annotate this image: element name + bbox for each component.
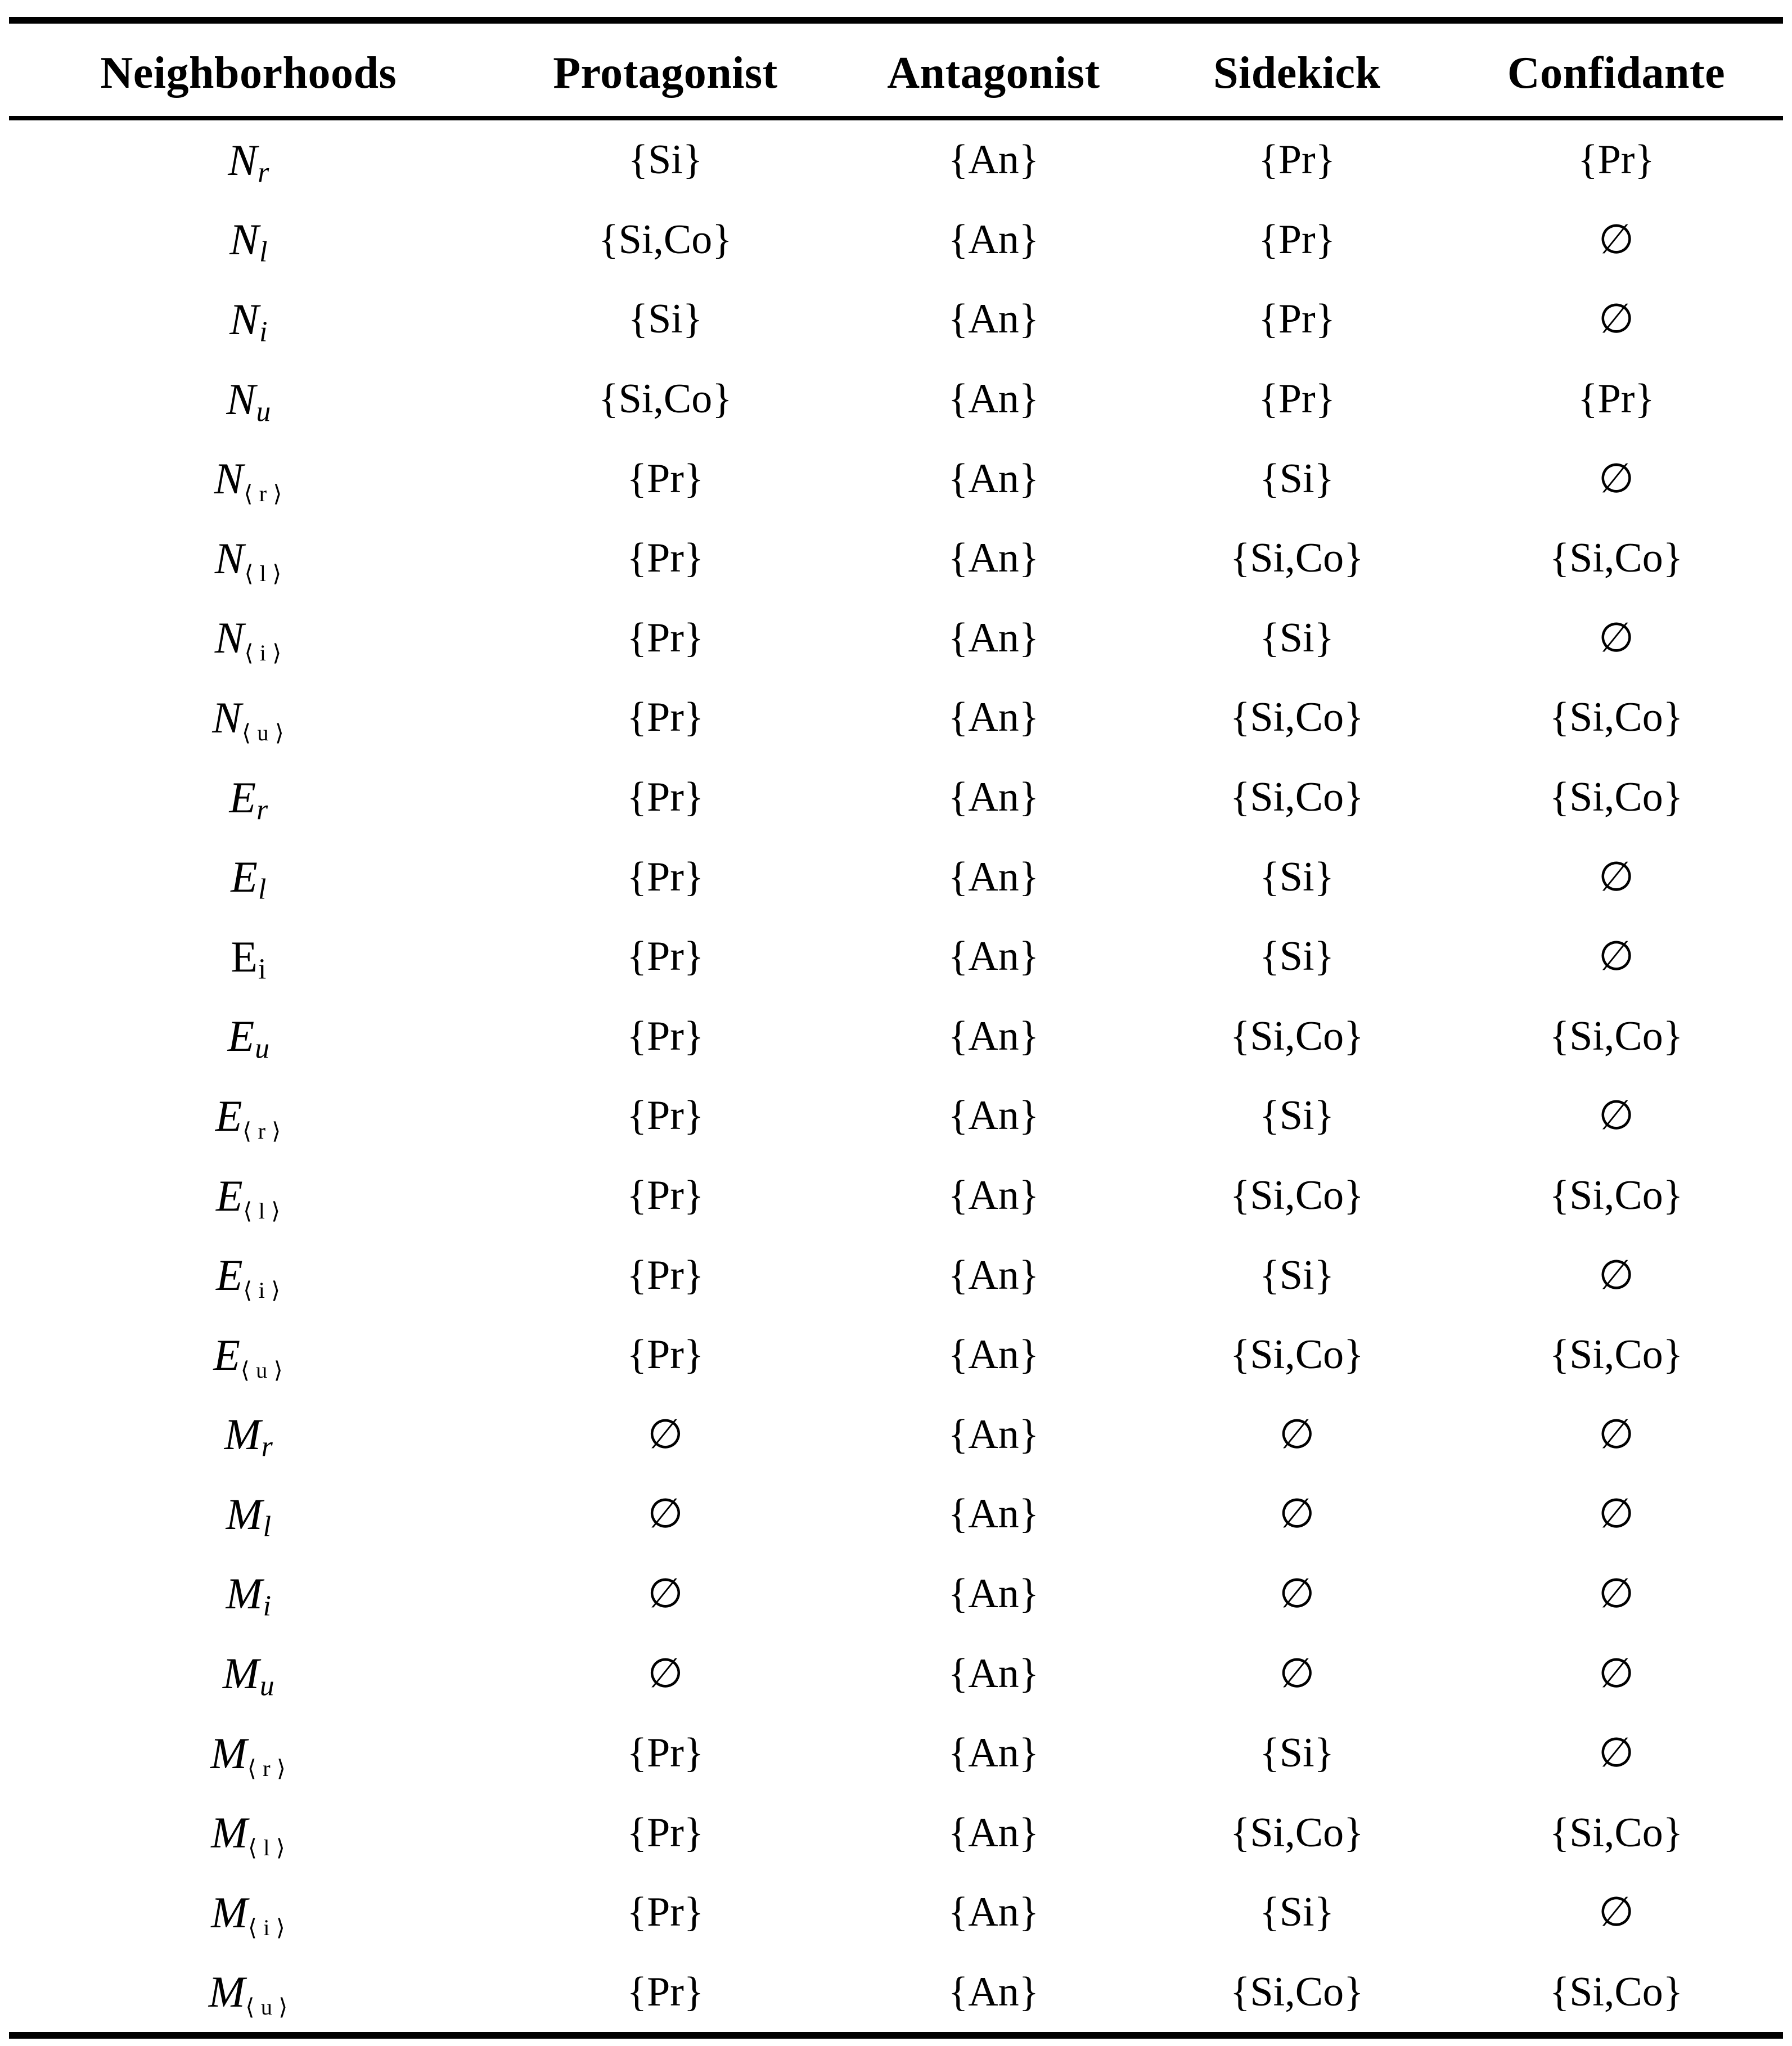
cell xyxy=(1145,439,1449,519)
column-header-confidante: Confidante xyxy=(1449,20,1783,118)
role-set-value: {Si,Co} xyxy=(1230,1809,1364,1856)
role-set-value: {Si,Co} xyxy=(1230,1332,1364,1378)
cell xyxy=(1449,997,1783,1077)
cell xyxy=(1145,997,1449,1077)
table-body xyxy=(9,118,1783,2035)
cell xyxy=(843,917,1144,997)
empty-set-symbol: ∅ xyxy=(1279,1570,1315,1617)
role-set-value: {Pr} xyxy=(627,1332,704,1378)
empty-set-symbol: ∅ xyxy=(1598,215,1635,263)
table-header xyxy=(9,20,1783,118)
cell xyxy=(488,439,843,519)
cell xyxy=(488,280,843,359)
table-row xyxy=(9,1474,1783,1554)
table-row xyxy=(9,1714,1783,1793)
role-set-value: {An} xyxy=(948,137,1039,183)
role-set-value: {Si} xyxy=(1259,1730,1335,1777)
role-set-value: {Pr} xyxy=(627,853,704,900)
column-header-antagonist: Antagonist xyxy=(843,20,1144,118)
row-label xyxy=(9,837,488,917)
role-set-value: {An} xyxy=(948,216,1039,263)
row-label-base: E xyxy=(213,1330,241,1379)
role-set-value: {Pr} xyxy=(627,1092,704,1139)
column-header-protagonist: Protagonist xyxy=(488,20,843,118)
role-set-value: {Si,Co} xyxy=(1549,1013,1683,1059)
role-set-value: {An} xyxy=(948,455,1039,502)
row-label-base: M xyxy=(208,1967,245,2017)
cell xyxy=(488,1714,843,1793)
row-label-base: N xyxy=(214,454,244,503)
cell xyxy=(488,1953,843,2036)
role-set-value: {Si,Co} xyxy=(1549,774,1683,821)
row-label-subscript: u xyxy=(255,1032,269,1065)
role-set-value: {Pr} xyxy=(627,1889,704,1936)
cell xyxy=(488,1634,843,1714)
row-label-subscript: u xyxy=(259,1670,274,1702)
table-row xyxy=(9,599,1783,678)
cell xyxy=(1145,837,1449,917)
table-row xyxy=(9,1156,1783,1236)
row-label-subscript: ⟨ r ⟩ xyxy=(242,1118,282,1144)
role-set-value: {An} xyxy=(948,376,1039,422)
row-label-subscript: l xyxy=(263,1510,271,1543)
cell xyxy=(1145,1793,1449,1873)
cell xyxy=(1145,758,1449,838)
role-set-value: {Si} xyxy=(1259,1252,1335,1298)
cell xyxy=(843,678,1144,758)
row-label-subscript: r xyxy=(261,1431,273,1463)
row-label xyxy=(9,1634,488,1714)
cell xyxy=(843,758,1144,838)
row-label-subscript: i xyxy=(263,1590,271,1622)
cell xyxy=(1449,519,1783,599)
cell xyxy=(488,1395,843,1475)
cell xyxy=(488,599,843,678)
cell xyxy=(488,678,843,758)
role-set-value: {Pr} xyxy=(627,614,704,661)
role-set-value: {Pr} xyxy=(627,455,704,502)
cell xyxy=(1449,1235,1783,1315)
cell xyxy=(843,519,1144,599)
row-label-base: N xyxy=(229,294,259,344)
role-set-value: {An} xyxy=(948,1968,1039,2015)
role-set-value: {Pr} xyxy=(627,1252,704,1298)
cell xyxy=(843,200,1144,280)
table-row xyxy=(9,997,1783,1077)
cell xyxy=(1145,280,1449,359)
row-label-subscript: ⟨ u ⟩ xyxy=(240,1357,284,1383)
empty-set-symbol: ∅ xyxy=(1598,455,1635,502)
table-row xyxy=(9,359,1783,439)
row-label xyxy=(9,1315,488,1395)
cell xyxy=(1449,1315,1783,1395)
neighborhood-roles-table xyxy=(9,17,1783,2039)
cell xyxy=(1145,1076,1449,1156)
empty-set-symbol: ∅ xyxy=(1598,1490,1635,1538)
row-label xyxy=(9,280,488,359)
cell xyxy=(488,1793,843,1873)
row-label-base: M xyxy=(210,1728,247,1778)
cell xyxy=(1145,599,1449,678)
cell xyxy=(843,1395,1144,1475)
role-set-value: {An} xyxy=(948,1013,1039,1059)
row-label-base: E xyxy=(215,1091,242,1140)
cell xyxy=(488,917,843,997)
role-set-value: {An} xyxy=(948,535,1039,582)
row-label xyxy=(9,1156,488,1236)
table-row xyxy=(9,1953,1783,2036)
row-label xyxy=(9,678,488,758)
row-label-subscript: u xyxy=(256,395,271,428)
cell xyxy=(1145,1235,1449,1315)
role-set-value: {An} xyxy=(948,694,1039,741)
table-row xyxy=(9,200,1783,280)
row-label xyxy=(9,758,488,838)
role-set-value: {Pr} xyxy=(1578,137,1655,183)
cell xyxy=(1449,758,1783,838)
row-label-subscript: r xyxy=(258,156,269,189)
empty-set-symbol: ∅ xyxy=(1598,933,1635,981)
table-row xyxy=(9,1395,1783,1475)
role-set-value: {An} xyxy=(948,1570,1039,1617)
role-set-value: {Pr} xyxy=(627,1968,704,2015)
cell xyxy=(843,1714,1144,1793)
table-row xyxy=(9,1315,1783,1395)
role-set-value: {Pr} xyxy=(627,774,704,821)
row-label xyxy=(9,599,488,678)
table-row xyxy=(9,118,1783,200)
cell xyxy=(1449,837,1783,917)
table-row xyxy=(9,1554,1783,1634)
cell xyxy=(488,1554,843,1634)
cell xyxy=(488,1873,843,1953)
cell xyxy=(1449,1076,1783,1156)
empty-set-symbol: ∅ xyxy=(1598,853,1635,901)
row-label-base: E xyxy=(229,772,256,822)
empty-set-symbol: ∅ xyxy=(647,1490,683,1538)
role-set-value: {Si} xyxy=(1259,1092,1335,1139)
row-label-base: N xyxy=(228,135,258,185)
table-row xyxy=(9,280,1783,359)
role-set-value: {Si,Co} xyxy=(1549,1172,1683,1219)
row-label-base: N xyxy=(229,215,259,264)
row-label xyxy=(9,1474,488,1554)
cell xyxy=(843,1634,1144,1714)
role-set-value: {An} xyxy=(948,1332,1039,1378)
cell xyxy=(1145,1156,1449,1236)
cell xyxy=(1145,1554,1449,1634)
cell xyxy=(843,359,1144,439)
row-label-base: N xyxy=(212,693,242,742)
role-set-value: {Pr} xyxy=(1578,376,1655,422)
role-set-value: {Pr} xyxy=(627,1013,704,1059)
cell xyxy=(1449,1714,1783,1793)
cell xyxy=(488,359,843,439)
table-row xyxy=(9,758,1783,838)
row-label-base: M xyxy=(222,1649,259,1698)
role-set-value: {Si,Co} xyxy=(1230,1013,1364,1059)
row-label-base: E xyxy=(231,932,258,981)
cell xyxy=(1145,1953,1449,2036)
empty-set-symbol: ∅ xyxy=(1598,1251,1635,1299)
cell xyxy=(1145,519,1449,599)
role-set-value: {An} xyxy=(948,1092,1039,1139)
row-label xyxy=(9,1714,488,1793)
cell xyxy=(488,200,843,280)
cell xyxy=(1449,1395,1783,1475)
cell xyxy=(1145,917,1449,997)
role-set-value: {Si,Co} xyxy=(1549,694,1683,741)
cell xyxy=(843,1474,1144,1554)
role-set-value: {An} xyxy=(948,1889,1039,1936)
row-label xyxy=(9,1554,488,1634)
role-set-value: {Pr} xyxy=(1258,137,1336,183)
role-set-value: {An} xyxy=(948,774,1039,821)
row-label-subscript: ⟨ u ⟩ xyxy=(245,1994,289,2020)
cell xyxy=(843,1554,1144,1634)
table-row xyxy=(9,1873,1783,1953)
row-label-subscript: ⟨ l ⟩ xyxy=(244,560,282,586)
cell xyxy=(1449,1474,1783,1554)
role-set-value: {Si,Co} xyxy=(1549,1809,1683,1856)
role-set-value: {Pr} xyxy=(627,933,704,980)
cell xyxy=(1449,599,1783,678)
row-label-base: N xyxy=(214,533,244,583)
cell xyxy=(488,837,843,917)
role-set-value: {Si,Co} xyxy=(1549,535,1683,582)
cell xyxy=(1449,1873,1783,1953)
cell xyxy=(1449,678,1783,758)
cell xyxy=(843,1793,1144,1873)
cell xyxy=(843,599,1144,678)
table-row xyxy=(9,917,1783,997)
row-label-base: M xyxy=(224,1410,261,1459)
cell xyxy=(488,519,843,599)
table-row xyxy=(9,1793,1783,1873)
row-label-subscript: l xyxy=(258,873,267,906)
cell xyxy=(488,997,843,1077)
row-label-base: M xyxy=(211,1808,248,1858)
row-label-base: E xyxy=(215,1251,243,1300)
cell xyxy=(1145,118,1449,200)
cell xyxy=(1145,1873,1449,1953)
role-set-value: {Si} xyxy=(1259,853,1335,900)
row-label xyxy=(9,917,488,997)
row-label-subscript: i xyxy=(259,316,268,348)
row-label xyxy=(9,519,488,599)
empty-set-symbol: ∅ xyxy=(1598,1570,1635,1617)
cell xyxy=(843,837,1144,917)
row-label xyxy=(9,118,488,200)
row-label xyxy=(9,1395,488,1475)
column-header-sidekick: Sidekick xyxy=(1145,20,1449,118)
table-row xyxy=(9,1235,1783,1315)
row-label xyxy=(9,1873,488,1953)
empty-set-symbol: ∅ xyxy=(1598,1649,1635,1697)
empty-set-symbol: ∅ xyxy=(1598,295,1635,343)
cell xyxy=(1449,1554,1783,1634)
row-label-subscript: l xyxy=(259,236,268,268)
cell xyxy=(1449,118,1783,200)
empty-set-symbol: ∅ xyxy=(1279,1649,1315,1697)
role-set-value: {Si} xyxy=(1259,933,1335,980)
cell xyxy=(1449,917,1783,997)
table-row xyxy=(9,837,1783,917)
cell xyxy=(1449,359,1783,439)
cell xyxy=(488,1076,843,1156)
role-set-value: {An} xyxy=(948,1252,1039,1298)
empty-set-symbol: ∅ xyxy=(1279,1410,1315,1458)
table-row xyxy=(9,1634,1783,1714)
role-set-value: {An} xyxy=(948,1491,1039,1537)
row-label-subscript: ⟨ i ⟩ xyxy=(248,1914,286,1940)
role-set-value: {Si,Co} xyxy=(1230,694,1364,741)
row-label-base: E xyxy=(227,1011,255,1061)
column-header-neighborhoods: Neighborhoods xyxy=(9,20,488,118)
cell xyxy=(1145,1395,1449,1475)
row-label-subscript: ⟨ l ⟩ xyxy=(248,1835,286,1861)
row-label-subscript: ⟨ i ⟩ xyxy=(244,640,282,666)
role-set-value: {Si,Co} xyxy=(1230,1172,1364,1219)
empty-set-symbol: ∅ xyxy=(1279,1490,1315,1538)
empty-set-symbol: ∅ xyxy=(1598,614,1635,662)
empty-set-symbol: ∅ xyxy=(1598,1410,1635,1458)
row-label xyxy=(9,1953,488,2036)
role-set-value: {Si,Co} xyxy=(1230,535,1364,582)
role-set-value: {Si,Co} xyxy=(598,376,732,422)
row-label xyxy=(9,439,488,519)
cell xyxy=(1449,1156,1783,1236)
cell xyxy=(843,1076,1144,1156)
cell xyxy=(1449,280,1783,359)
row-label-subscript: i xyxy=(258,953,267,986)
row-label xyxy=(9,200,488,280)
role-set-value: {Pr} xyxy=(1258,376,1336,422)
row-label xyxy=(9,1793,488,1873)
cell xyxy=(1449,1793,1783,1873)
row-label-subscript: ⟨ r ⟩ xyxy=(247,1755,287,1781)
cell xyxy=(1145,1474,1449,1554)
role-set-value: {Si} xyxy=(1259,1889,1335,1936)
role-set-value: {Si} xyxy=(1259,455,1335,502)
role-set-value: {Si,Co} xyxy=(1549,1332,1683,1378)
empty-set-symbol: ∅ xyxy=(1598,1888,1635,1936)
role-set-value: {Pr} xyxy=(627,1730,704,1777)
role-set-value: {Pr} xyxy=(627,1172,704,1219)
role-set-value: {An} xyxy=(948,1809,1039,1856)
cell xyxy=(843,439,1144,519)
role-set-value: {Si,Co} xyxy=(1549,1968,1683,2015)
role-set-value: {An} xyxy=(948,853,1039,900)
cell xyxy=(1449,439,1783,519)
empty-set-symbol: ∅ xyxy=(647,1410,683,1458)
cell xyxy=(488,1315,843,1395)
cell xyxy=(843,1235,1144,1315)
role-set-value: {Pr} xyxy=(627,535,704,582)
role-set-value: {Pr} xyxy=(1258,296,1336,343)
role-set-value: {An} xyxy=(948,933,1039,980)
empty-set-symbol: ∅ xyxy=(647,1570,683,1617)
cell xyxy=(1145,1714,1449,1793)
row-label-subscript: r xyxy=(256,793,268,826)
role-set-value: {Si} xyxy=(1259,614,1335,661)
empty-set-symbol: ∅ xyxy=(647,1649,683,1697)
cell xyxy=(1145,678,1449,758)
role-set-value: {An} xyxy=(948,614,1039,661)
row-label-base: M xyxy=(211,1887,248,1937)
cell xyxy=(843,118,1144,200)
row-label-base: N xyxy=(226,374,256,424)
row-label-subscript: ⟨ u ⟩ xyxy=(242,720,285,745)
cell xyxy=(843,280,1144,359)
row-label xyxy=(9,1076,488,1156)
role-set-value: {Si} xyxy=(628,137,703,183)
role-set-value: {An} xyxy=(948,1730,1039,1777)
cell xyxy=(488,1156,843,1236)
cell xyxy=(1449,1953,1783,2036)
table-row xyxy=(9,519,1783,599)
role-set-value: {Pr} xyxy=(1258,216,1336,263)
role-set-value: {Si,Co} xyxy=(1230,1968,1364,2015)
row-label-subscript: ⟨ i ⟩ xyxy=(243,1277,281,1303)
cell xyxy=(488,1474,843,1554)
header-row xyxy=(9,20,1783,118)
role-set-value: {An} xyxy=(948,296,1039,343)
table-row xyxy=(9,439,1783,519)
role-set-value: {Pr} xyxy=(627,694,704,741)
table-row xyxy=(9,678,1783,758)
cell xyxy=(1145,200,1449,280)
cell xyxy=(843,1873,1144,1953)
cell xyxy=(843,1156,1144,1236)
row-label-base: E xyxy=(215,1171,243,1220)
row-label xyxy=(9,997,488,1077)
cell xyxy=(1145,359,1449,439)
empty-set-symbol: ∅ xyxy=(1598,1729,1635,1777)
row-label xyxy=(9,359,488,439)
cell xyxy=(1449,1634,1783,1714)
role-set-value: {An} xyxy=(948,1172,1039,1219)
role-set-value: {Si} xyxy=(628,296,703,343)
cell xyxy=(1449,200,1783,280)
row-label-subscript: ⟨ r ⟩ xyxy=(244,480,283,506)
role-set-value: {Si,Co} xyxy=(1230,774,1364,821)
row-label xyxy=(9,1235,488,1315)
role-set-value: {An} xyxy=(948,1650,1039,1697)
cell xyxy=(843,1953,1144,2036)
cell xyxy=(843,1315,1144,1395)
role-set-value: {Pr} xyxy=(627,1809,704,1856)
cell xyxy=(1145,1634,1449,1714)
row-label-base: M xyxy=(226,1489,263,1539)
empty-set-symbol: ∅ xyxy=(1598,1092,1635,1140)
cell xyxy=(488,758,843,838)
cell xyxy=(843,997,1144,1077)
cell xyxy=(1145,1315,1449,1395)
row-label-subscript: ⟨ l ⟩ xyxy=(243,1198,281,1224)
row-label-base: E xyxy=(231,852,258,902)
role-set-value: {An} xyxy=(948,1411,1039,1458)
cell xyxy=(488,118,843,200)
row-label-base: M xyxy=(226,1569,263,1618)
table-row xyxy=(9,1076,1783,1156)
row-label-base: N xyxy=(214,613,244,663)
role-set-value: {Si,Co} xyxy=(598,216,732,263)
cell xyxy=(488,1235,843,1315)
